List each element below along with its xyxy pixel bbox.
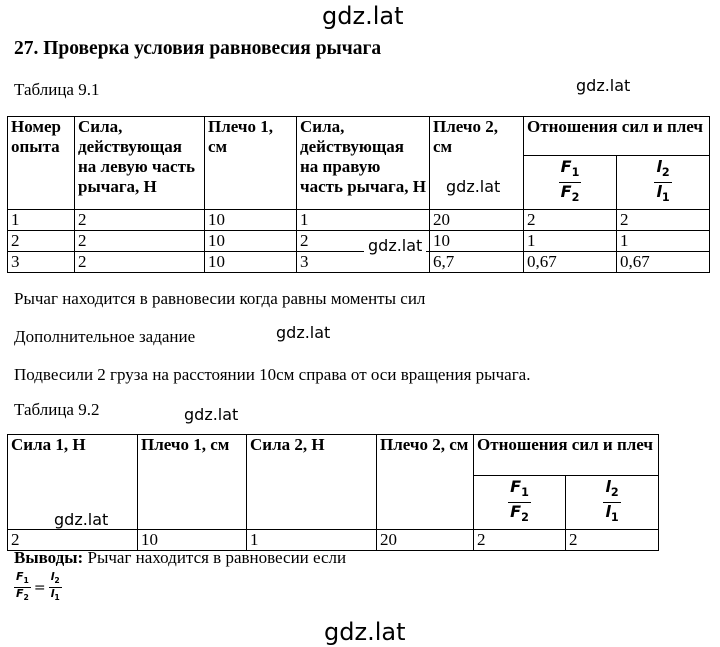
watermark: gdz.lat: [276, 323, 331, 342]
fraction-f1-f2: $\frac{F_1}{F_2}$: [16, 570, 29, 603]
header-cell: Плечо 2, см: [377, 435, 474, 530]
header-cell: Номер опыта: [8, 117, 75, 210]
watermark: gdz.lat: [184, 405, 239, 424]
header-cell: Сила 2, Н: [247, 435, 377, 530]
table-cell: 2: [617, 210, 710, 231]
header-cell: Отношения сил и плеч: [474, 435, 659, 476]
table-cell: 2: [75, 252, 205, 273]
page-title: 27. Проверка условия равновесия рычага: [14, 38, 382, 59]
table-cell: 0,67: [617, 252, 710, 273]
table-cell: 2: [524, 210, 617, 231]
table-cell: 10: [138, 530, 247, 551]
watermark: gdz.lat: [324, 618, 406, 646]
table1-caption: Таблица 9.1: [14, 80, 100, 99]
table-cell: 0,67: [524, 252, 617, 273]
header-cell: Плечо 2, см: [430, 117, 524, 210]
header-cell: Отношения сил и плеч: [524, 117, 710, 156]
table-cell: 6,7: [430, 252, 524, 273]
header-cell: Сила 1, Н: [8, 435, 138, 530]
table-row: [8, 252, 710, 273]
conclusion: [14, 548, 346, 568]
watermark: gdz.lat: [322, 2, 404, 30]
equilibrium-text: Рычаг находится в равновесии когда равны моменты сил: [14, 289, 426, 308]
table-cell: 2: [8, 530, 138, 551]
header-fraction-arms: [566, 476, 659, 530]
watermark: gdz.lat: [446, 177, 501, 196]
table-header-row: [8, 117, 710, 156]
table-cell: 1: [524, 231, 617, 252]
table-cell: 2: [474, 530, 566, 551]
table-cell: 20: [377, 530, 474, 551]
table-cell: 1: [617, 231, 710, 252]
conclusion-label: Выводы:: [14, 548, 84, 567]
watermark: gdz.lat: [50, 510, 112, 529]
table-cell: 2: [8, 231, 75, 252]
conclusion-text: Рычаг находится в равновесии если: [83, 548, 347, 567]
table-9-2: [7, 434, 659, 551]
table-cell: 10: [205, 210, 297, 231]
fraction-l2-l1: $\frac{l_2}{l_1}$: [603, 478, 620, 527]
table-row: [8, 210, 710, 231]
table-cell: 3: [8, 252, 75, 273]
header-fraction-arms: [617, 156, 710, 210]
table-cell: 2: [75, 231, 205, 252]
equals-sign: =: [33, 579, 46, 596]
table2-caption: Таблица 9.2: [14, 400, 100, 419]
table-cell: 20: [430, 210, 524, 231]
watermark: gdz.lat: [364, 236, 426, 255]
table-cell: 1: [247, 530, 377, 551]
table-row: [8, 231, 710, 252]
table-cell: 2: [297, 231, 430, 252]
table-header-row: [8, 435, 659, 476]
table-cell: 10: [430, 231, 524, 252]
header-fraction-forces: [474, 476, 566, 530]
conclusion-formula: [14, 571, 62, 604]
table-cell: 1: [297, 210, 430, 231]
fraction-f1-f2: $\frac{F_1}{F_2}$: [559, 158, 582, 207]
fraction-f1-f2: $\frac{F_1}{F_2}$: [508, 478, 531, 527]
header-cell: Плечо 1, см: [138, 435, 247, 530]
fraction-l2-l1: $\frac{l_2}{l_1}$: [50, 570, 60, 603]
fraction-l2-l1: $\frac{l_2}{l_1}$: [654, 158, 671, 207]
header-fraction-forces: [524, 156, 617, 210]
header-cell: Сила, действующая на левую часть рычага, Н: [75, 117, 205, 210]
table-cell: 2: [75, 210, 205, 231]
table-cell: 10: [205, 252, 297, 273]
table-9-1: [7, 116, 710, 273]
table-cell: 1: [8, 210, 75, 231]
table-cell: 3: [297, 252, 430, 273]
table-cell: 10: [205, 231, 297, 252]
table-cell: 2: [566, 530, 659, 551]
hung-weights-text: Подвесили 2 груза на расстоянии 10см справа от оси вращения рычага.: [14, 365, 531, 384]
header-cell: Сила, действующая на правую часть рычага, Н: [297, 117, 430, 210]
extra-task-heading: Дополнительное задание: [14, 327, 196, 346]
watermark: gdz.lat: [576, 76, 631, 95]
header-cell: Плечо 1, см: [205, 117, 297, 210]
